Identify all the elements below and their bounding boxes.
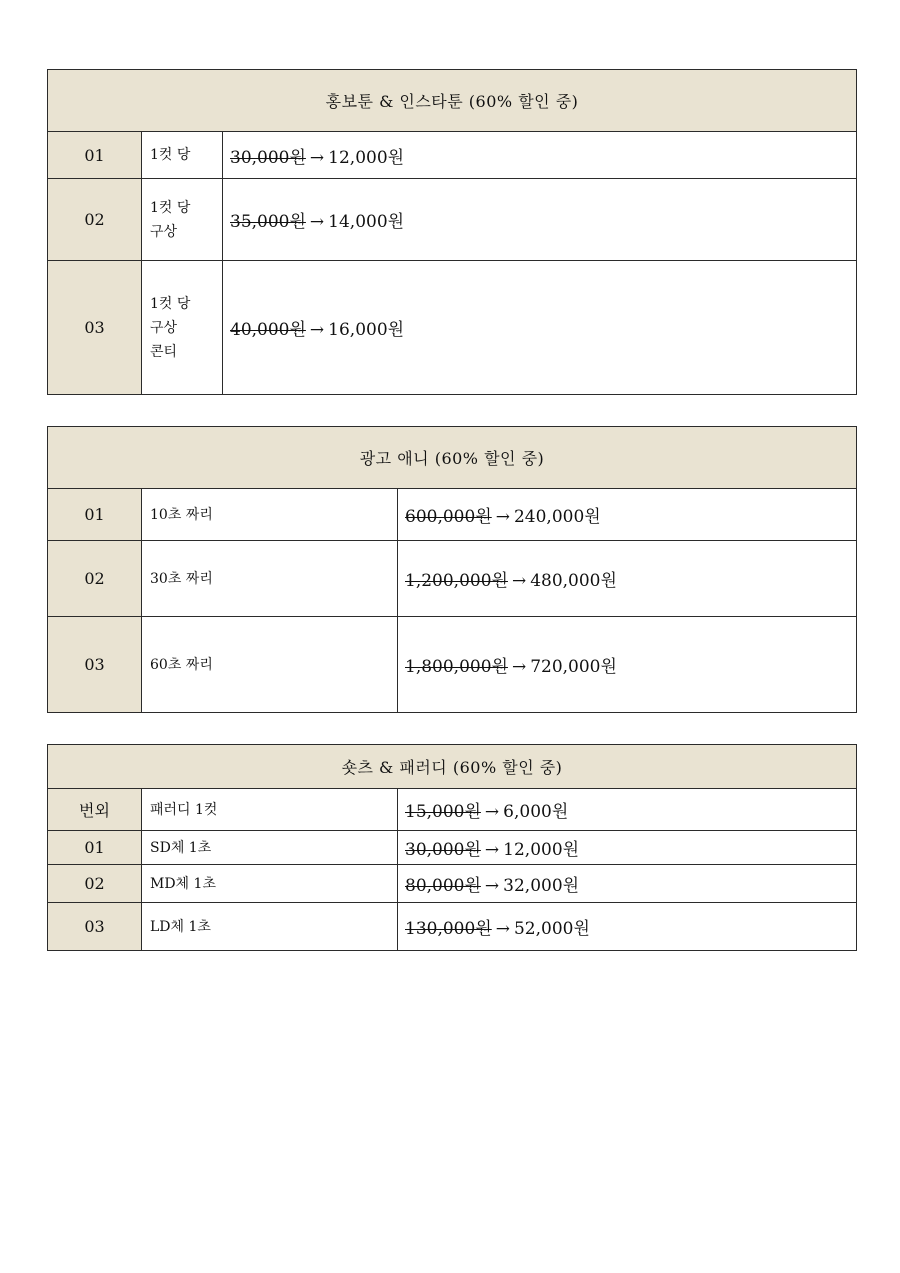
row-price xyxy=(398,489,857,541)
table-row xyxy=(48,541,857,617)
original-price: 1,800,000원 xyxy=(405,657,508,677)
discounted-price: 720,000원 xyxy=(530,657,617,677)
original-price: 130,000원 xyxy=(405,919,492,939)
row-description: 패러디 1컷 xyxy=(142,789,398,831)
row-price xyxy=(398,541,857,617)
description-line: 구상 xyxy=(150,223,178,240)
original-price: 30,000원 xyxy=(405,840,481,860)
discounted-price: 12,000원 xyxy=(328,147,405,168)
description-line: 1컷 당 xyxy=(150,147,191,163)
row-description: MD체 1초 xyxy=(142,865,398,903)
discounted-price: 32,000원 xyxy=(503,876,580,896)
row-price xyxy=(223,132,857,179)
original-price: 1,200,000원 xyxy=(405,571,508,591)
row-number: 03 xyxy=(48,617,142,713)
table-row xyxy=(48,489,857,541)
discounted-price: 12,000원 xyxy=(503,840,580,860)
table-title: 홍보툰 & 인스타툰 (60% 할인 중) xyxy=(48,70,857,132)
row-number: 02 xyxy=(48,865,142,903)
arrow-icon: → xyxy=(484,876,500,896)
table-row xyxy=(48,132,857,179)
row-number: 번외 xyxy=(48,789,142,831)
original-price: 80,000원 xyxy=(405,876,481,896)
table-title: 광고 애니 (60% 할인 중) xyxy=(48,427,857,489)
row-number: 02 xyxy=(48,179,142,261)
row-description xyxy=(142,132,223,179)
description-line: 1컷 당 xyxy=(150,295,191,312)
arrow-icon: → xyxy=(484,840,500,860)
arrow-icon: → xyxy=(484,802,500,822)
ad-animation-table xyxy=(47,426,857,713)
discounted-price: 240,000원 xyxy=(513,507,601,527)
arrow-icon: → xyxy=(511,657,527,677)
table-row xyxy=(48,903,857,951)
row-price xyxy=(398,789,857,831)
arrow-icon: → xyxy=(495,507,510,527)
row-price xyxy=(223,261,857,395)
arrow-icon: → xyxy=(309,212,325,232)
description-line: 콘티 xyxy=(150,343,178,360)
row-price xyxy=(398,831,857,865)
table-row xyxy=(48,831,857,865)
table-row xyxy=(48,617,857,713)
row-description: LD체 1초 xyxy=(142,903,398,951)
original-price: 600,000원 xyxy=(405,507,492,527)
table-row xyxy=(48,789,857,831)
discounted-price: 480,000원 xyxy=(530,571,617,591)
row-description: 60초 짜리 xyxy=(142,617,398,713)
row-number: 01 xyxy=(48,489,142,541)
arrow-icon: → xyxy=(511,571,527,591)
row-number: 02 xyxy=(48,541,142,617)
row-price xyxy=(398,617,857,713)
original-price: 30,000원 xyxy=(230,147,306,168)
promo-toon-table xyxy=(47,69,857,395)
row-number: 01 xyxy=(48,831,142,865)
row-number: 03 xyxy=(48,261,142,395)
original-price: 40,000원 xyxy=(230,320,306,340)
discounted-price: 52,000원 xyxy=(513,919,590,939)
arrow-icon: → xyxy=(309,147,325,168)
table-row xyxy=(48,179,857,261)
description-line: 1컷 당 xyxy=(150,199,191,216)
row-description: SD체 1초 xyxy=(142,831,398,865)
arrow-icon: → xyxy=(309,320,325,340)
description-line: 구상 xyxy=(150,319,178,336)
shorts-parody-table xyxy=(47,744,857,951)
discounted-price: 16,000원 xyxy=(328,320,405,340)
row-number: 01 xyxy=(48,132,142,179)
original-price: 15,000원 xyxy=(405,802,481,822)
arrow-icon: → xyxy=(495,919,510,939)
row-number: 03 xyxy=(48,903,142,951)
row-price xyxy=(223,179,857,261)
row-description: 10초 짜리 xyxy=(142,489,398,541)
table-row xyxy=(48,865,857,903)
row-description xyxy=(142,179,223,261)
table-row xyxy=(48,261,857,395)
discounted-price: 14,000원 xyxy=(328,212,405,232)
row-price xyxy=(398,865,857,903)
table-title: 숏츠 & 패러디 (60% 할인 중) xyxy=(48,745,857,789)
original-price: 35,000원 xyxy=(230,212,306,232)
row-price xyxy=(398,903,857,951)
row-description xyxy=(142,261,223,395)
discounted-price: 6,000원 xyxy=(503,802,569,822)
row-description: 30초 짜리 xyxy=(142,541,398,617)
